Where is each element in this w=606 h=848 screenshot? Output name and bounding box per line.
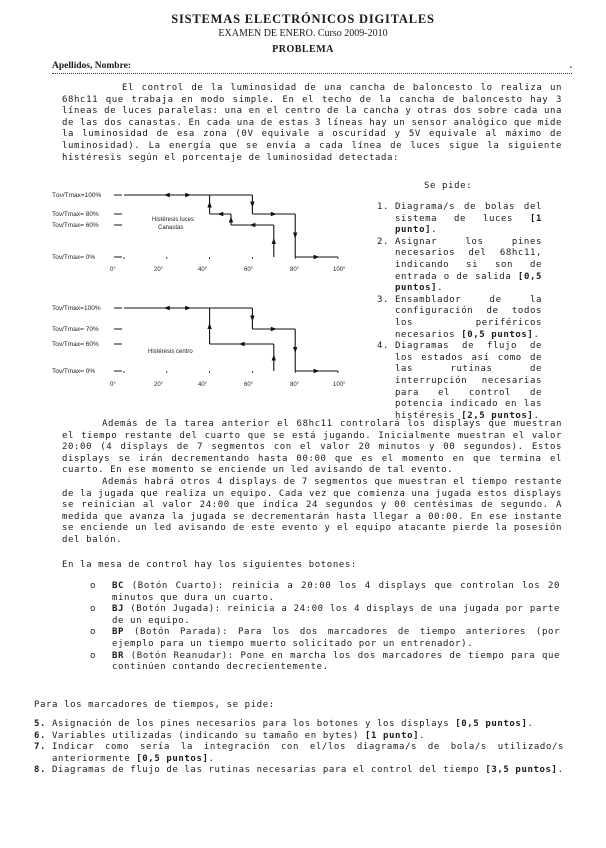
task-number: 3.: [377, 294, 390, 305]
task-text: Indicar como sería la integración con el/los diagrama/s de bola/s utilizado/s anteriormente: [52, 742, 564, 764]
task-text: Diagrama/s de bolas del sistema de luces: [395, 202, 542, 224]
button-code: BR: [112, 650, 125, 661]
hysteresis-chart-center: [52, 298, 362, 390]
chart2-y-label-100: Τον/Τmax=100%: [52, 305, 101, 312]
button-code: BJ: [112, 604, 125, 615]
bullet-icon: o: [90, 627, 97, 638]
chart2-arrow-icon: [314, 369, 320, 373]
task-text: Asignar los pines necesarios del 68hc11, indicando si son de entrada o de salida: [395, 236, 542, 282]
chart1-arrow-icon: [229, 217, 233, 223]
task-end: .: [419, 730, 426, 741]
ask-title-1: Se pide:: [424, 181, 473, 191]
task-number: 8.: [34, 765, 47, 776]
chart2-legend: Histéresis centro: [148, 349, 193, 355]
button-text: (Botón Reanudar): Pone en marcha los dos marcadores de tiempo para que continúen contando decrecientemente.: [112, 650, 560, 673]
bullet-icon: o: [90, 650, 97, 661]
hysteresis-chart-baskets: [52, 183, 362, 275]
task-item: [34, 742, 564, 765]
chart2-arrow-icon: [239, 342, 245, 346]
button-text: (Botón Jugada): reinicia a 24:00 los 4 displays de una jugada por parte de un equipo.: [112, 604, 560, 626]
chart1-arrow-icon: [164, 193, 170, 197]
displays-play-paragraph: Además habrá otros 4 displays de 7 segmentos que muestran el tiempo restante de la jugada que realiza un equipo. Cada vez que comienza una jugada estos displays se reinician al valor 24:00 que indica 24 segundos y 00 centésimas de segundo. A medida que avanza la jugada se decrementarán hasta llegar a 00:00. En ese instante se enciende un led avisando de este evento y el equipo atacante pierde la posesión del balón.: [62, 477, 562, 545]
chart2-arrow-icon: [164, 306, 170, 310]
chart2-y-label-60: Τον/Τmax= 60%: [52, 341, 99, 348]
task-text: Diagramas de flujo de los estados así como de las rutinas de interrupción necesarias para el control de potencia indicado en las histéresis: [395, 341, 542, 421]
displays-quarter-paragraph: Además de la tarea anterior el 68hc11 controlará los displays que muestran el tiempo restante del cuarto que se está jugando. Inicialmente muestran el valor 20:00 (4 displays de 7 segmentos con el valor 20 minutos y 00 segundos). Estos displays se irán decrementando hasta 00:00 que es el momento en que termina el cuarto. En ese momento se enciende un led avisando de tal evento.: [62, 419, 562, 476]
exam-subtitle: EXAMEN DE ENERO. Curso 2009-2010: [218, 28, 388, 39]
task-points: [0,5 puntos]: [136, 753, 209, 764]
button-list: [90, 581, 560, 674]
button-code: BC: [112, 581, 125, 591]
task-text: Ensamblador de la configuración de todos los periféricos necesarios: [395, 294, 542, 340]
button-text: (Botón Cuarto): reinicia a 20:00 los 4 displays que controlan los 20 minutos que dura un cuarto.: [112, 581, 560, 603]
chart1-arrow-icon: [207, 202, 211, 208]
chart2-arrow-icon: [207, 323, 211, 329]
chart1-legend-line1: Histéresis luces: [152, 217, 195, 223]
chart1-arrow-icon: [271, 212, 277, 216]
task-number: 2.: [377, 236, 390, 247]
task-list-lights: [377, 202, 542, 422]
chart2-arrow-icon: [272, 355, 276, 361]
chart1-y-label-80: Τον/Τmax= 80%: [52, 211, 99, 218]
chart1-legend-line2: Canastas: [158, 225, 184, 231]
task-item: [34, 765, 564, 777]
chart1-arrow-icon: [314, 255, 320, 259]
task-points: [0,5 puntos]: [395, 271, 542, 294]
task-end: .: [431, 225, 438, 236]
control-table-intro: En la mesa de control hay los siguientes botones:: [62, 560, 357, 570]
task-end: .: [533, 410, 540, 421]
chart2-x-label-20: 20°: [154, 382, 164, 388]
problem-heading: PROBLEMA: [272, 44, 334, 55]
chart2-x-label-0: 0°: [110, 382, 116, 388]
task-end: .: [527, 719, 534, 729]
name-field: [52, 61, 572, 74]
bullet-icon: o: [90, 581, 97, 591]
task-points: [1 punto]: [364, 730, 420, 741]
chart1-x-label-0: 0°: [110, 267, 116, 273]
task-item: [377, 202, 542, 237]
task-item: [377, 237, 542, 295]
chart2-y-label-0: Τον/Τmax= 0%: [52, 368, 96, 375]
exam-title: SISTEMAS ELECTRÓNICOS DIGITALES: [171, 12, 435, 26]
task-number: 6.: [34, 730, 47, 741]
chart1-x-label-40: 40°: [198, 267, 208, 273]
task-end: .: [437, 283, 444, 294]
name-label: Apellidos, Nombre:: [52, 61, 131, 71]
button-code: BP: [112, 627, 125, 638]
chart2-x-label-60: 60°: [244, 382, 254, 388]
task-item: [377, 341, 542, 422]
chart1-y-label-100: Tον/Τmax=100%: [52, 192, 102, 199]
chart2-x-label-100: 100°: [333, 382, 346, 388]
chart2-x-label-80: 80°: [290, 382, 300, 388]
chart2-arrow-icon: [250, 316, 254, 322]
button-description: [90, 627, 560, 650]
task-number: 1.: [377, 202, 390, 212]
task-item: [377, 295, 542, 341]
task-points: [0,5 puntos]: [461, 329, 534, 340]
ask-title-2: Para los marcadores de tiempos, se pide:: [34, 700, 275, 710]
button-description: [90, 604, 560, 627]
task-number: 7.: [34, 742, 47, 753]
task-points: [1 punto]: [395, 213, 542, 236]
chart2-arrow-icon: [293, 347, 297, 353]
intro-paragraph: El control de la luminosidad de una cancha de baloncesto lo realiza un 68hc11 que trabaja en modo simple. En el techo de la cancha de baloncesto hay 3 líneas de luces paralelas: una en el centro de la cancha y otras dos sobre cada una de las dos canastas. En cada una de estas 3 líneas hay un sensor analógico que mide la luminosidad de esa zona (0V equivale a oscuridad y 5V equivale al máximo de luminosidad). La energía que se envía a cada línea de luces sigue la siguiente histéresis según el porcentaje de luminosidad detectada:: [62, 83, 562, 163]
chart1-y-label-0: Τον/Τmax= 0%: [52, 254, 96, 261]
task-item: [34, 719, 564, 731]
task-points: [3,5 puntos]: [485, 765, 558, 776]
task-number: 5.: [34, 719, 47, 729]
chart2-x-label-40: 40°: [198, 382, 208, 388]
chart1-arrow-icon: [249, 223, 255, 227]
bullet-icon: o: [90, 604, 97, 615]
task-number: 4.: [377, 341, 390, 352]
chart1-x-label-20: 20°: [154, 267, 164, 273]
task-points: [0,5 puntos]: [455, 719, 528, 729]
button-text: (Botón Parada): Para los dos marcadores de tiempo anteriores (por ejemplo para un tiempo muerto solicitado por un entrenador).: [112, 627, 560, 649]
task-points: [2,5 puntos]: [461, 410, 534, 421]
task-text: Diagramas de flujo de las rutinas necesarias para el control del tiempo: [52, 765, 486, 776]
chart1-x-label-60: 60°: [244, 267, 254, 273]
chart2-y-label-70: Τον/Τmax= 70%: [52, 326, 99, 333]
name-field-end: .: [569, 61, 572, 71]
task-item: [34, 731, 564, 743]
task-end: .: [533, 329, 540, 340]
button-description: [90, 581, 560, 604]
chart1-y-label-60: Τον/Τmax= 60%: [52, 222, 99, 229]
chart1-arrow-icon: [217, 212, 223, 216]
button-description: [90, 651, 560, 674]
task-text: Asignación de los pines necesarios para los botones y los displays: [52, 719, 456, 729]
task-end: .: [208, 753, 215, 764]
task-text: Variables utilizadas (indicando su tamaño en bytes): [52, 730, 365, 741]
chart1-arrow-icon: [272, 238, 276, 244]
chart1-arrow-icon: [293, 233, 297, 239]
chart2-arrow-icon: [271, 327, 277, 331]
chart1-arrow-icon: [250, 202, 254, 208]
chart1-x-label-100: 100°: [333, 267, 346, 273]
chart1-x-label-80: 80°: [290, 267, 300, 273]
task-list-timers: [34, 719, 564, 777]
task-end: .: [557, 765, 564, 776]
